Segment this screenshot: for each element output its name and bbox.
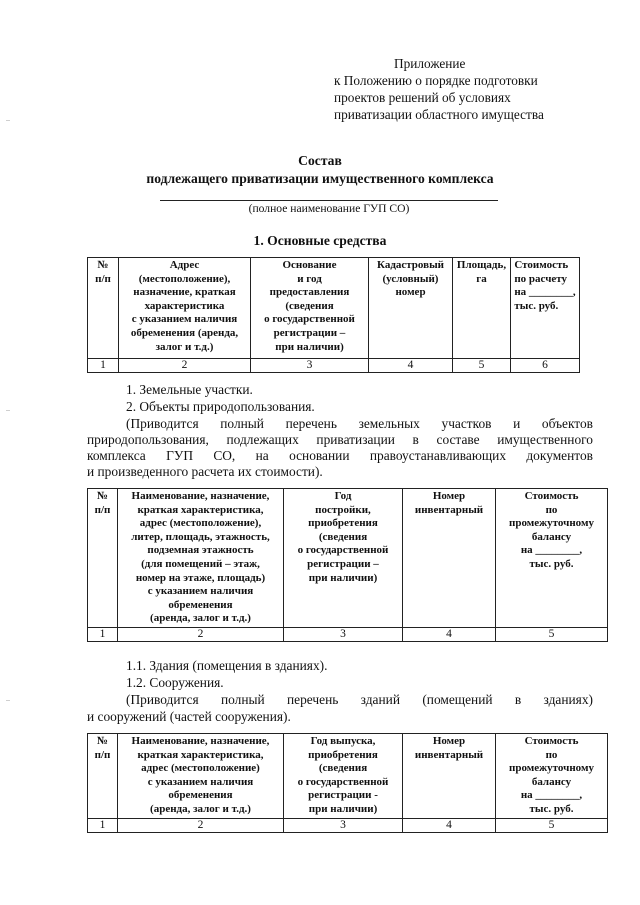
- note-line: природопользования, подлежащих приватизации в составе имущественного: [87, 432, 593, 447]
- header-cell-line: обременения: [168, 789, 233, 802]
- header-cell-line: номер: [395, 286, 426, 299]
- header-cell: [119, 258, 251, 359]
- header-cell: [284, 734, 403, 819]
- table-header-row: [88, 734, 608, 819]
- header-cell-line: о государственной: [264, 313, 355, 326]
- header-cell: [511, 258, 580, 359]
- fill-in-caption: (полное наименование ГУП СО): [248, 202, 410, 215]
- header-cell-line: номер на этаже, площадь): [135, 571, 266, 584]
- header-cell-line: (сведения: [285, 299, 334, 312]
- header-cell: [251, 258, 369, 359]
- header-cell-line: тыс. руб.: [529, 802, 574, 815]
- header-cell-line: п/п: [94, 748, 111, 761]
- header-cell-line: с указанием наличия: [147, 585, 254, 598]
- buildings-table: [87, 488, 608, 642]
- column-number-cell: 3: [284, 819, 403, 833]
- column-number-cell: 2: [119, 359, 251, 373]
- header-cell-line: Площадь,: [456, 259, 507, 271]
- scan-margin-mark: [6, 700, 10, 701]
- header-cell-line: приобретения: [308, 748, 378, 761]
- header-cell-line: п/п: [95, 272, 111, 285]
- header-cell-line: тыс. руб.: [514, 299, 559, 312]
- header-cell-line: регистрации –: [273, 326, 346, 339]
- header-cell-line: подземная этажность: [147, 544, 254, 557]
- header-cell: [496, 489, 608, 628]
- header-cell: [88, 734, 118, 819]
- header-cell: [88, 489, 118, 628]
- header-cell: [403, 489, 496, 628]
- list-item: 2. Объекты природопользования.: [126, 399, 315, 414]
- table-header-row: [88, 489, 608, 628]
- header-cell-line: Основание: [282, 259, 337, 271]
- header-cell-line: Номер: [432, 735, 466, 747]
- note-line: (Приводится полный перечень земельных участков и объектов: [126, 416, 593, 431]
- column-number-cell: 5: [496, 628, 608, 642]
- header-cell-line: с указанием наличия: [131, 313, 238, 326]
- header-cell-line: на ________,: [520, 544, 583, 557]
- header-cell: [118, 489, 284, 628]
- header-cell-line: (условный): [382, 272, 439, 285]
- column-number-cell: 4: [403, 628, 496, 642]
- header-cell-line: по: [545, 748, 558, 761]
- header-cell-line: на ________,: [520, 789, 583, 802]
- scan-margin-mark: [6, 120, 10, 121]
- header-cell-line: (аренда, залог и т.д.): [150, 612, 251, 625]
- header-cell-line: постройки,: [315, 503, 371, 516]
- header-cell-line: Стоимость: [524, 490, 579, 502]
- column-number-cell: 5: [453, 359, 511, 373]
- header-cell: [496, 734, 608, 819]
- header-cell-line: обременения: [168, 598, 233, 611]
- header-cell-line: и год: [297, 272, 322, 285]
- header-cell-line: (аренда, залог и т.д.): [150, 802, 251, 815]
- column-number-cell: 1: [88, 819, 118, 833]
- appendix-line: приватизации областного имущества: [334, 107, 544, 122]
- header-cell-line: Кадастровый: [376, 259, 445, 271]
- header-cell-line: тыс. руб.: [529, 557, 574, 570]
- header-cell-line: п/п: [94, 503, 111, 516]
- note-line: (Приводится полный перечень зданий (помещений в зданиях): [126, 692, 593, 707]
- header-cell-line: предоставления: [269, 286, 350, 299]
- header-cell: [88, 258, 119, 359]
- header-cell: [403, 734, 496, 819]
- header-cell-line: Наименование, назначение,: [131, 735, 270, 747]
- header-cell-line: залог и т.д.): [155, 340, 214, 353]
- table-number-row: [88, 819, 608, 833]
- header-cell-line: назначение, краткая: [133, 286, 236, 299]
- header-cell-line: адрес (местоположение): [141, 762, 260, 775]
- header-cell-line: балансу: [531, 530, 572, 543]
- header-cell: [369, 258, 453, 359]
- header-cell-line: краткая характеристика,: [137, 748, 264, 761]
- header-cell: [453, 258, 511, 359]
- header-cell-line: №: [96, 735, 109, 747]
- column-number-cell: 1: [88, 359, 119, 373]
- appendix-line: к Положению о порядке подготовки: [334, 73, 538, 88]
- appendix-line: Приложение: [394, 56, 466, 71]
- column-number-cell: 2: [118, 819, 284, 833]
- header-cell-line: Адрес: [169, 259, 200, 271]
- header-cell-line: балансу: [531, 775, 572, 788]
- header-cell-line: №: [96, 490, 109, 502]
- header-cell-line: адрес (местоположение),: [139, 517, 262, 530]
- header-cell-line: приобретения: [308, 517, 378, 530]
- column-number-cell: 6: [511, 359, 580, 373]
- scan-margin-mark: [6, 410, 10, 411]
- list-item: 1.2. Сооружения.: [126, 675, 224, 690]
- table-number-row: [88, 628, 608, 642]
- document-title: Состав: [298, 153, 342, 168]
- header-cell-line: при наличии): [308, 571, 378, 584]
- header-cell-line: промежуточному: [509, 517, 594, 530]
- header-cell-line: Номер: [432, 490, 466, 502]
- equipment-table: [87, 733, 608, 833]
- list-item: 1. Земельные участки.: [126, 382, 253, 397]
- column-number-cell: 4: [403, 819, 496, 833]
- appendix-line: проектов решений об условиях: [334, 90, 511, 105]
- header-cell-line: на ________,: [514, 286, 576, 299]
- header-cell-line: регистрации -: [308, 789, 378, 802]
- table-number-row: [88, 359, 580, 373]
- fill-in-line: [160, 200, 498, 201]
- document-subtitle: подлежащего приватизации имущественного комплекса: [146, 171, 494, 186]
- header-cell-line: инвентарный: [414, 503, 484, 516]
- header-cell-line: краткая характеристика,: [137, 503, 264, 516]
- column-number-cell: 5: [496, 819, 608, 833]
- column-number-cell: 4: [369, 359, 453, 373]
- header-cell-line: о государственной: [297, 544, 389, 557]
- list-item: 1.1. Здания (помещения в зданиях).: [126, 658, 328, 673]
- header-cell-line: Стоимость: [514, 259, 569, 271]
- header-cell-line: (сведения: [318, 530, 368, 543]
- appendix-header: [334, 55, 624, 123]
- header-cell-line: Год выпуска,: [310, 735, 376, 747]
- note-line: и произведенного расчета их стоимости).: [87, 464, 323, 479]
- section-heading: 1. Основные средства: [253, 233, 387, 248]
- header-cell-line: о государственной: [297, 775, 389, 788]
- header-cell-line: №: [97, 259, 109, 271]
- header-cell-line: литер, площадь, этажность,: [131, 530, 270, 543]
- header-cell-line: по: [545, 503, 558, 516]
- column-number-cell: 3: [251, 359, 369, 373]
- column-number-cell: 3: [284, 628, 403, 642]
- header-cell-line: Стоимость: [524, 735, 579, 747]
- header-cell-line: при наличии): [308, 802, 378, 815]
- header-cell-line: (местоположение),: [138, 272, 231, 285]
- header-cell: [118, 734, 284, 819]
- header-cell-line: га: [476, 272, 487, 285]
- header-cell-line: Наименование, назначение,: [131, 490, 270, 502]
- header-cell-line: (сведения: [318, 762, 368, 775]
- header-cell-line: по расчету: [514, 272, 568, 285]
- fixed-assets-table: [87, 257, 580, 373]
- note-line: и сооружений (частей сооружения).: [87, 709, 291, 724]
- header-cell-line: регистрации –: [307, 557, 379, 570]
- note-line: комплекса ГУП СО, на основании правоустанавливающих документов: [87, 448, 593, 463]
- table-header-row: [88, 258, 580, 359]
- header-cell-line: с указанием наличия: [147, 775, 254, 788]
- column-number-cell: 2: [118, 628, 284, 642]
- header-cell-line: (для помещений – этаж,: [141, 557, 260, 570]
- header-cell-line: при наличии): [275, 340, 344, 353]
- header-cell-line: характеристика: [144, 299, 225, 312]
- header-cell: [284, 489, 403, 628]
- header-cell-line: обременения (аренда,: [130, 326, 239, 339]
- header-cell-line: инвентарный: [414, 748, 484, 761]
- header-cell-line: промежуточному: [509, 762, 594, 775]
- column-number-cell: 1: [88, 628, 118, 642]
- header-cell-line: Год: [334, 490, 352, 502]
